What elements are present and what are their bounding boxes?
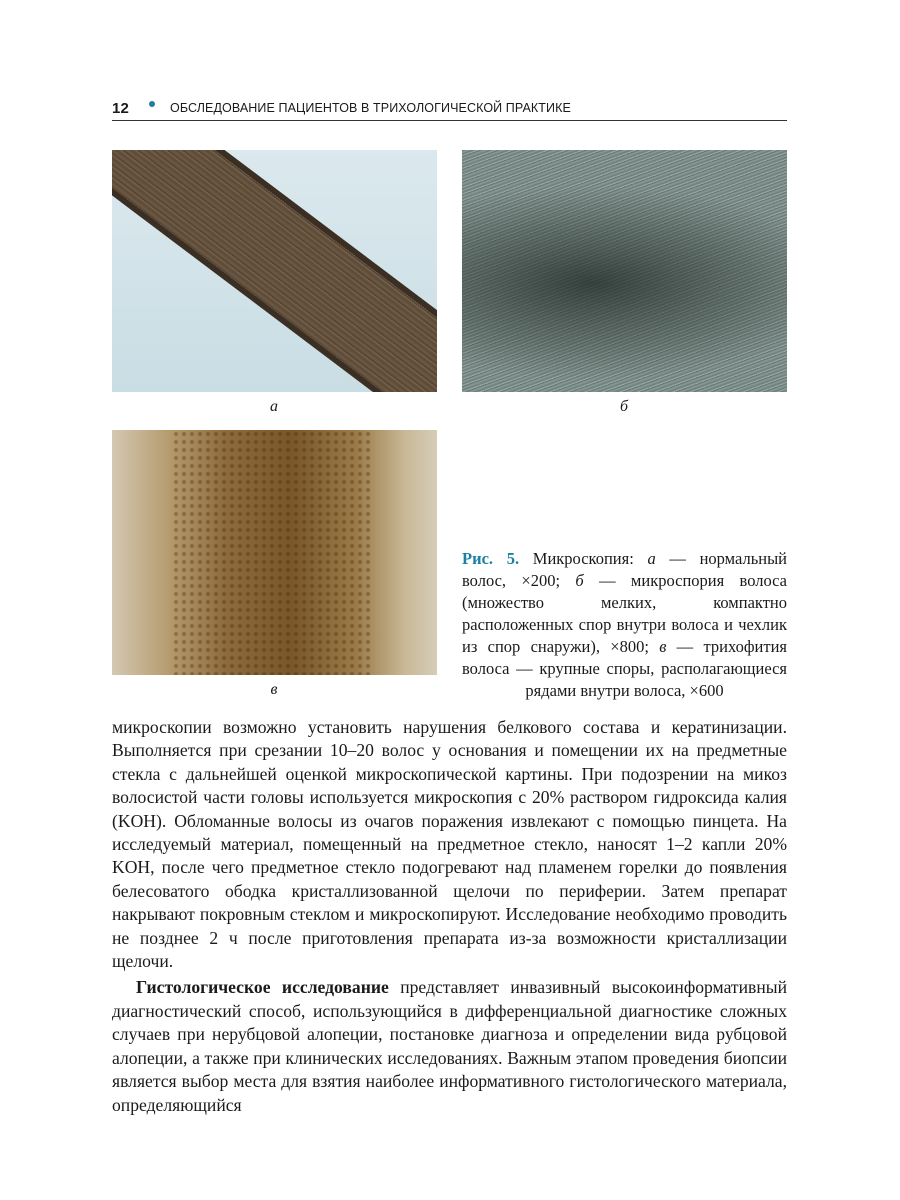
caption-label-a: а xyxy=(647,549,656,568)
body-text xyxy=(112,716,787,1117)
photo-label-a: а xyxy=(270,398,278,415)
caption-label-b: б xyxy=(575,571,584,590)
caption-label-v: в xyxy=(659,637,667,656)
figure-caption xyxy=(462,548,787,702)
header-bullet-icon xyxy=(149,101,155,107)
histology-text: представляет инвазивный высокоинформативный диагностический способ, использующийся в дифференциальной диагностике сложных случаев при нерубцовой алопеции, постановке диагноза и определении вида рубцовой алопеции, а также при клинических исследованиях. Важным этапом проведения биопсии является выбор места для взятия наиболее информативного гистологического материала, определяющийся xyxy=(112,977,787,1115)
running-title: ОБСЛЕДОВАНИЕ ПАЦИЕНТОВ В ТРИХОЛОГИЧЕСКОЙ ПРАКТИКЕ xyxy=(170,101,571,115)
micrograph-microsporia xyxy=(462,150,787,392)
paragraph-microscopy: микроскопии возможно установить нарушения белкового состава и кератинизации. Выполняется при срезании 10–20 волос у основания и помещении их на предметные стекла с дальнейшей оценкой микроскопической картины. При подозрении на микоз волосистой части головы используется микроскопия с 20% раствором гидроксида калия (KOH). Обломанные волосы из очагов поражения извлекают с помощью пинцета. На исследуемый материал, помещенный на предметное стекло, наносят 1–2 капли 20% KOH, после чего предметное стекло подогревают над пламенем горелки до появления белесоватого ободка кристаллизованной щелочи по периферии. Затем препарат накрывают покровным стеклом и микроскопируют. Исследование необходимо проводить не позднее 2 ч после приготовления препарата из-за возможности кристаллизации щелочи. xyxy=(112,717,787,972)
micrograph-normal-hair xyxy=(112,150,437,392)
caption-text-1: Микроскопия: xyxy=(519,549,648,568)
photo-label-v: в xyxy=(270,681,278,698)
running-header xyxy=(112,96,787,121)
page-number: 12 xyxy=(112,100,129,117)
photo-label-b: б xyxy=(619,398,629,415)
figure-ref: Рис. 5. xyxy=(462,549,520,568)
spore-texture xyxy=(172,430,372,675)
hair-shaft-image xyxy=(112,150,437,392)
caption-text-2: — нормальный волос, ×200; xyxy=(462,549,787,590)
caption-text-4: — трихофития волоса — крупные споры, располагающиеся рядами внутри волоса, ×600 xyxy=(462,637,787,700)
caption-text-3: — микроспория волоса (множество мелких, компактно расположенных спор внутри волоса и чехлик из спор снаружи), ×800; xyxy=(462,571,787,656)
histology-term: Гистологическое исследование xyxy=(136,977,389,998)
paragraph-histology xyxy=(112,976,787,1116)
micrograph-trichophytosis xyxy=(112,430,437,675)
